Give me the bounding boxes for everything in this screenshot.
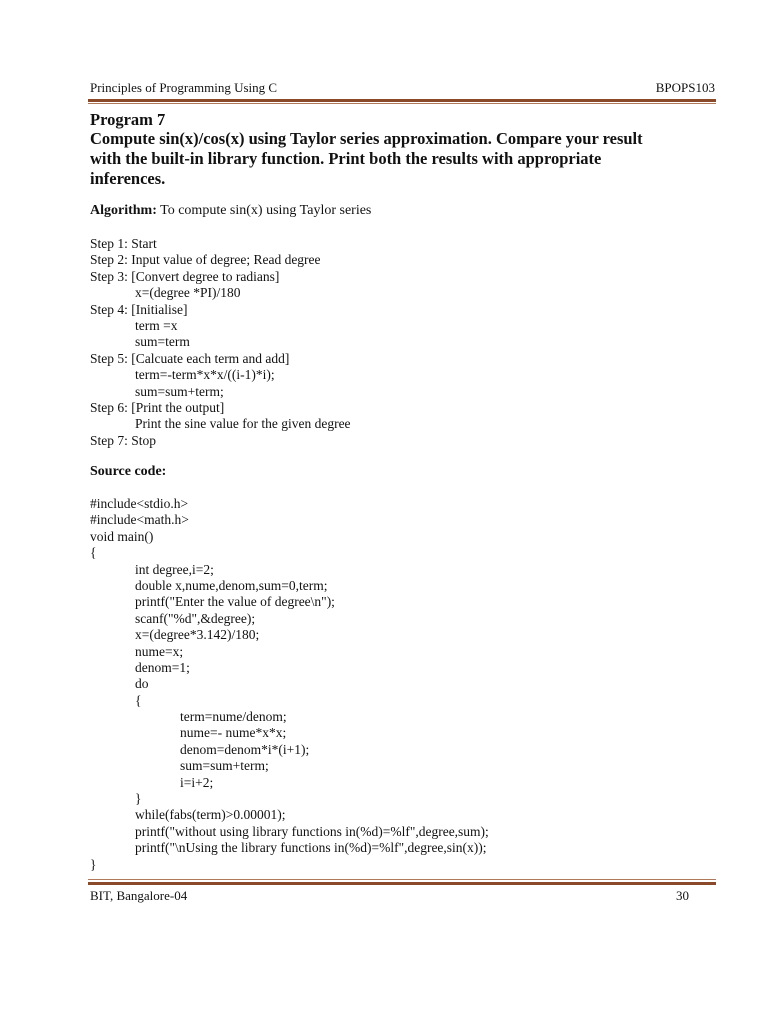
algorithm-heading	[90, 203, 371, 219]
code-line: {	[90, 545, 97, 561]
algorithm-label: Algorithm:	[90, 203, 157, 218]
algorithm-step-line: Step 1: Start	[90, 236, 157, 251]
code-line: printf("\nUsing the library functions in(%d)=%lf",degree,sin(x));	[135, 840, 487, 856]
algorithm-text: To compute sin(x) using Taylor series	[156, 203, 372, 218]
question-text	[90, 129, 710, 189]
code-line: scanf("%d",&degree);	[135, 610, 256, 626]
footer-institution: BIT, Bangalore-04	[90, 888, 188, 903]
code-line: term=nume/denom;	[180, 709, 287, 725]
footer-rule	[88, 882, 716, 885]
algorithm-step-line: term=-term*x*x/((i-1)*i);	[135, 367, 275, 383]
code-line: denom=1;	[135, 659, 190, 675]
code-line: do	[135, 676, 149, 692]
algorithm-step-line: term =x	[135, 317, 178, 333]
code-line: printf("without using library functions in(%d)=%lf",degree,sum);	[135, 823, 489, 839]
algorithm-step-line: x=(degree *PI)/180	[135, 285, 241, 301]
algorithm-step-line: Step 5: [Calcuate each term and add]	[90, 350, 290, 366]
source-code-heading: Source code:	[90, 464, 167, 479]
code-line: printf("Enter the value of degree\n");	[135, 594, 335, 610]
code-line: denom=denom*i*(i+1);	[180, 741, 310, 757]
algorithm-step-line: Step 2: Input value of degree; Read degree	[90, 252, 321, 268]
header-course-code: BPOPS103	[655, 80, 715, 95]
header-rule	[88, 99, 716, 102]
code-line: i=i+2;	[180, 774, 214, 790]
question-line: Compute sin(x)/cos(x) using Taylor series approximation. Compare your result	[90, 129, 643, 148]
algorithm-step-line: Step 7: Stop	[90, 432, 157, 448]
code-line: sum=sum+term;	[180, 758, 269, 774]
page-number: 30	[676, 888, 689, 903]
code-line: #include<stdio.h>	[90, 496, 189, 511]
algorithm-step-line: Print the sine value for the given degree	[135, 416, 351, 432]
code-line: void main()	[90, 528, 154, 544]
code-line: }	[135, 791, 142, 807]
algorithm-step-line: Step 4: [Initialise]	[90, 301, 188, 317]
code-line: {	[135, 692, 142, 708]
code-line: x=(degree*3.142)/180;	[135, 627, 260, 643]
algorithm-step-line: sum=term	[135, 334, 190, 350]
header-course-title: Principles of Programming Using C	[90, 80, 278, 95]
code-line: double x,nume,denom,sum=0,term;	[135, 577, 328, 593]
page-header	[90, 80, 715, 100]
source-code-block	[90, 496, 489, 873]
code-line: }	[90, 856, 97, 872]
question-line: inferences.	[90, 169, 166, 188]
algorithm-step-line: Step 3: [Convert degree to radians]	[90, 268, 280, 284]
question-line: with the built-in library function. Print both the results with appropriate	[90, 149, 602, 168]
algorithm-steps	[90, 236, 351, 449]
program-title: Program 7	[90, 110, 166, 129]
header-rule-thin	[88, 103, 716, 104]
code-line: int degree,i=2;	[135, 561, 214, 577]
code-line: nume=x;	[135, 643, 184, 659]
code-line: nume=- nume*x*x;	[180, 725, 287, 741]
footer-rule-thin	[88, 879, 716, 880]
algorithm-step-line: Step 6: [Print the output]	[90, 399, 225, 415]
code-line: #include<math.h>	[90, 512, 189, 528]
algorithm-step-line: sum=sum+term;	[135, 383, 224, 399]
code-line: while(fabs(term)>0.00001);	[135, 807, 286, 823]
